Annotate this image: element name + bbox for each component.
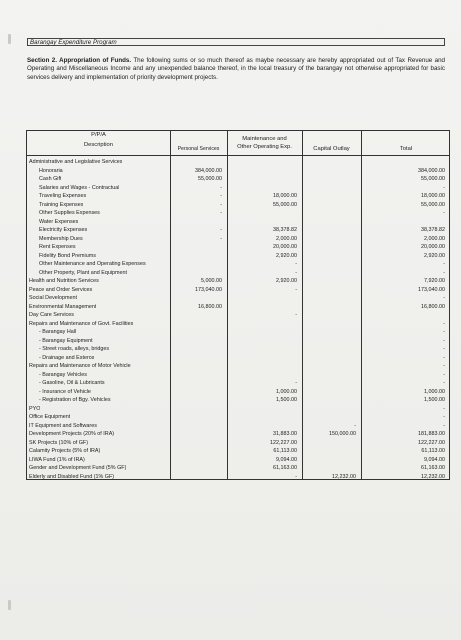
- row-mooe-value: -: [295, 261, 297, 267]
- row-mooe-value: -: [295, 286, 297, 293]
- row-description: SK Projects (10% of GF): [29, 439, 89, 446]
- row-description: Fidelity Bond Premiums: [39, 252, 96, 259]
- row-mooe-value: 2,920.00: [276, 278, 297, 284]
- row-description: Day Care Services: [29, 312, 74, 318]
- row-total-value: 61,113.00: [421, 448, 445, 454]
- row-total-value: -: [443, 363, 445, 369]
- row-description: - Insurance of Vehicle: [39, 388, 91, 395]
- section-heading: Section 2. Appropriation of Funds.: [27, 57, 132, 64]
- row-total-value: -: [443, 414, 445, 420]
- row-description: Cash Gift: [39, 176, 62, 182]
- row-description: Elderly and Disabled Fund (1% GF): [29, 473, 115, 480]
- header-total: Total: [399, 146, 413, 152]
- row-description: Water Expenses: [39, 218, 79, 225]
- row-description: Development Projects (20% of IRA): [29, 431, 115, 437]
- row-total-value: 38,378.82: [421, 227, 445, 233]
- row-description: - Drainage and Esteros: [39, 354, 95, 361]
- section-body: The following sums or so much thereof as maybe necessary are hereby appropriated out of Tax Revenue and Operating and Miscellaneous Income and any unexpended balance thereof, in the local treasury of the barangay not otherwise appropriated for basic services delivery and implementation of priority development projects.: [27, 57, 445, 81]
- program-title: Barangay Expenditure Program: [30, 39, 117, 46]
- row-description: Rent Expenses: [39, 244, 76, 250]
- row-total-value: -: [443, 422, 445, 429]
- row-description: Other Property, Plant and Equipment: [39, 269, 127, 276]
- section-paragraph: [27, 57, 445, 82]
- row-description: Membership Dues: [39, 235, 83, 242]
- row-mooe-value: 1,500.00: [276, 397, 297, 403]
- row-description: IT Equipment and Softwares: [29, 422, 97, 429]
- row-mooe-value: 55,000.00: [273, 201, 297, 208]
- row-total-value: 1,000.00: [424, 388, 445, 395]
- row-total-value: -: [443, 320, 445, 327]
- row-co-value: 150,000.00: [329, 431, 356, 437]
- row-description: PYO: [29, 405, 41, 412]
- row-description: Peace and Order Services: [29, 286, 93, 293]
- row-description: Traveling Expenses: [39, 193, 87, 199]
- row-description: Other Maintenance and Operating Expenses: [39, 261, 146, 267]
- header-ppa: P/P/A: [91, 132, 106, 138]
- program-header: [27, 38, 445, 46]
- row-total-value: 55,000.00: [421, 176, 445, 182]
- row-mooe-value: 31,883.00: [273, 431, 297, 437]
- row-mooe-value: 61,163.00: [273, 465, 297, 471]
- row-total-value: 12,232.00: [421, 473, 445, 480]
- row-description: Training Expenses: [39, 201, 84, 208]
- row-mooe-value: 18,000.00: [273, 193, 297, 199]
- row-mooe-value: -: [295, 380, 297, 386]
- row-description: - Barangay Vehicles: [39, 371, 87, 378]
- row-total-value: 61,163.00: [421, 465, 445, 471]
- row-ps-value: 5,000.00: [201, 278, 222, 284]
- row-description: - Barangay Equipment: [39, 337, 93, 344]
- row-total-value: 9,094.00: [424, 456, 445, 463]
- row-ps-value: -: [220, 201, 222, 208]
- row-mooe-value: 38,378.82: [273, 227, 297, 233]
- row-total-value: -: [443, 337, 445, 344]
- row-co-value: 12,232.00: [332, 473, 356, 480]
- row-ps-value: 384,000.00: [195, 167, 222, 174]
- row-total-value: 7,920.00: [424, 278, 445, 284]
- row-total-value: 173,040.00: [418, 286, 445, 293]
- row-mooe-value: -: [295, 312, 297, 318]
- row-description: Environmental Management: [29, 303, 97, 310]
- row-description: Salaries and Wages - Contractual: [39, 184, 120, 191]
- row-description: Social Development: [29, 295, 77, 301]
- row-mooe-value: 1,000.00: [276, 388, 297, 395]
- row-ps-value: 16,800.00: [198, 303, 222, 310]
- row-total-value: 16,800.00: [421, 303, 445, 310]
- row-description: Health and Nutrition Services: [29, 278, 99, 284]
- row-description: Office Equipment: [29, 414, 71, 420]
- row-total-value: 18,000.00: [421, 193, 445, 199]
- row-total-value: -: [443, 210, 445, 216]
- row-description: Electricity Expenses: [39, 227, 88, 233]
- row-total-value: 2,000.00: [424, 235, 445, 242]
- row-total-value: 181,883.00: [418, 431, 445, 437]
- row-mooe-value: 122,227.00: [270, 439, 297, 446]
- row-total-value: -: [443, 329, 445, 335]
- row-description: - Street roads, alleys, bridges: [39, 346, 110, 352]
- row-description: LIWA Fund (1% of IRA): [29, 456, 85, 463]
- row-description: Gender and Development Fund (5% GF): [29, 465, 127, 471]
- header-description: Description: [84, 142, 113, 148]
- row-total-value: -: [443, 371, 445, 378]
- row-total-value: -: [443, 295, 445, 301]
- row-ps-value: 173,040.00: [195, 286, 222, 293]
- row-ps-value: -: [220, 184, 222, 191]
- row-description: - Barangay Hall: [39, 329, 77, 335]
- row-total-value: -: [443, 184, 445, 191]
- row-ps-value: -: [220, 210, 222, 216]
- row-description: Calamity Projects (5% of IRA): [29, 448, 101, 454]
- row-co-value: -: [354, 422, 356, 429]
- row-description: - Registration of Bgy. Vehicles: [39, 397, 111, 403]
- row-total-value: -: [443, 405, 445, 412]
- row-ps-value: -: [220, 227, 222, 233]
- row-mooe-value: 61,113.00: [273, 448, 297, 454]
- row-description: Administrative and Legislative Services: [29, 159, 123, 165]
- row-total-value: -: [443, 354, 445, 361]
- row-description: Repairs and Maintenance of Motor Vehicle: [29, 363, 131, 369]
- row-mooe-value: 9,094.00: [276, 456, 297, 463]
- row-mooe-value: 2,000.00: [276, 235, 297, 242]
- row-ps-value: -: [220, 193, 222, 199]
- header-mooe-line1: Maintenance and: [242, 136, 287, 142]
- row-mooe-value: 20,000.00: [273, 244, 297, 250]
- binder-hole-mark: [8, 600, 11, 610]
- appropriations-table: [26, 130, 450, 480]
- row-total-value: 55,000.00: [421, 201, 445, 208]
- header-personal-services: Personal Services: [177, 146, 220, 152]
- row-total-value: -: [443, 261, 445, 267]
- row-ps-value: -: [220, 235, 222, 242]
- row-description: Honoraria: [39, 167, 63, 174]
- row-description: Other Supplies Expenses: [39, 210, 100, 216]
- row-mooe-value: -: [295, 269, 297, 276]
- row-total-value: 2,920.00: [424, 252, 445, 259]
- header-capital-outlay: Capital Outlay: [313, 146, 350, 152]
- row-ps-value: 55,000.00: [198, 176, 222, 182]
- row-total-value: 122,227.00: [418, 439, 445, 446]
- row-total-value: 1,500.00: [424, 397, 445, 403]
- header-mooe-line2: Other Operating Exp.: [237, 144, 292, 150]
- row-description: - Gasoline, Oil & Lubricants: [39, 380, 105, 386]
- row-total-value: -: [443, 346, 445, 352]
- row-mooe-value: 2,920.00: [276, 252, 297, 259]
- row-total-value: -: [443, 269, 445, 276]
- row-total-value: 20,000.00: [421, 244, 445, 250]
- row-total-value: -: [443, 380, 445, 386]
- binder-hole-mark: [8, 34, 11, 44]
- row-mooe-value: -: [295, 473, 297, 480]
- row-total-value: 384,000.00: [418, 167, 445, 174]
- row-description: Repairs and Maintenance of Govt. Facilities: [29, 320, 134, 327]
